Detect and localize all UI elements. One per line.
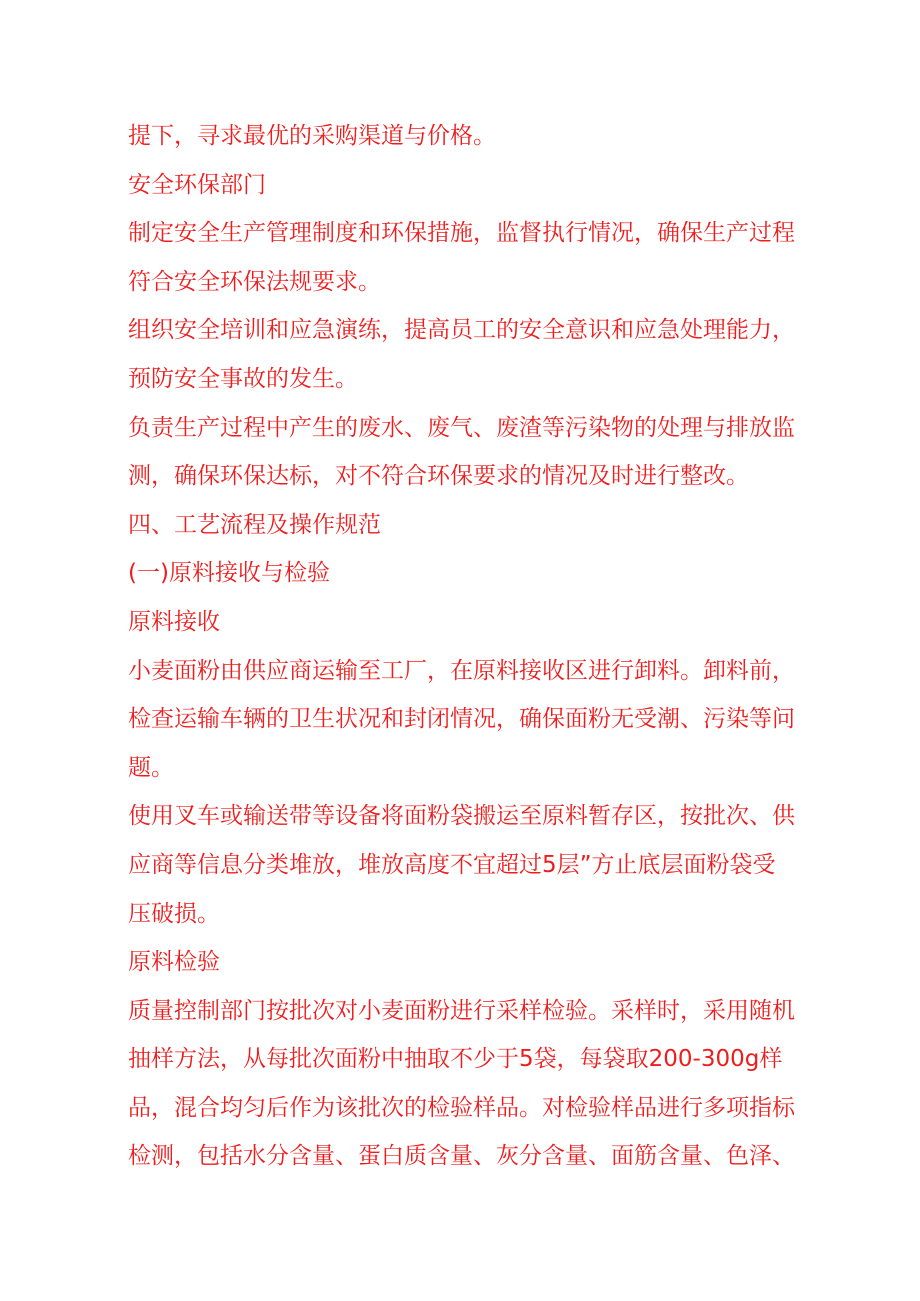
text-line: 使用叉车或输送带等设备将面粉袋搬运至原料暂存区，按批次、供 xyxy=(128,803,795,830)
text-line: 组织安全培训和应急演练，提高员工的安全意识和应急处理能力， xyxy=(128,317,795,344)
section-heading: 安全环保部门 xyxy=(128,171,266,198)
text-line: 符合安全环保法规要求。 xyxy=(128,268,381,295)
text-line: 质量控制部门按批次对小麦面粉进行采样检验。采样时，采用随机 xyxy=(128,997,795,1024)
text-line: 提下，寻求最优的采购渠道与价格。 xyxy=(128,123,496,149)
document-body xyxy=(128,112,808,1181)
chapter-heading: 四、工艺流程及操作规范 xyxy=(128,511,381,538)
section-heading: 原料检验 xyxy=(128,949,220,976)
text-line: 制定安全生产管理制度和环保措施，监督执行情况，确保生产过程 xyxy=(128,220,795,247)
subsection-heading: (一)原料接收与检验 xyxy=(128,560,330,587)
text-line: 品，混合均匀后作为该批次的检验样品。对检验样品进行多项指标 xyxy=(128,1094,795,1121)
text-line: 应商等信息分类堆放，堆放高度不宜超过5层”方止底层面粉袋受 xyxy=(128,851,776,878)
section-heading: 原料接收 xyxy=(128,608,220,635)
text-line: 小麦面粉由供应商运输至工厂，在原料接收区进行卸料。卸料前， xyxy=(128,657,795,684)
text-line: 负责生产过程中产生的废水、废气、废渣等污染物的处理与排放监 xyxy=(128,414,795,441)
text-line: 检查运输车辆的卫生状况和封闭情况，确保面粉无受潮、污染等问 xyxy=(128,706,795,733)
text-line: 压破损。 xyxy=(128,900,220,927)
text-line: 检测，包括水分含量、蛋白质含量、灰分含量、面筋含量、色泽、 xyxy=(128,1143,795,1170)
text-line: 抽样方法，从每批次面粉中抽取不少于5袋，每袋取200-300g样 xyxy=(128,1046,783,1073)
text-line: 预防安全事故的发生。 xyxy=(128,365,358,392)
text-line: 测，确保环保达标，对不符合环保要求的情况及时进行整改。 xyxy=(128,463,749,490)
text-line: 题。 xyxy=(128,754,174,781)
